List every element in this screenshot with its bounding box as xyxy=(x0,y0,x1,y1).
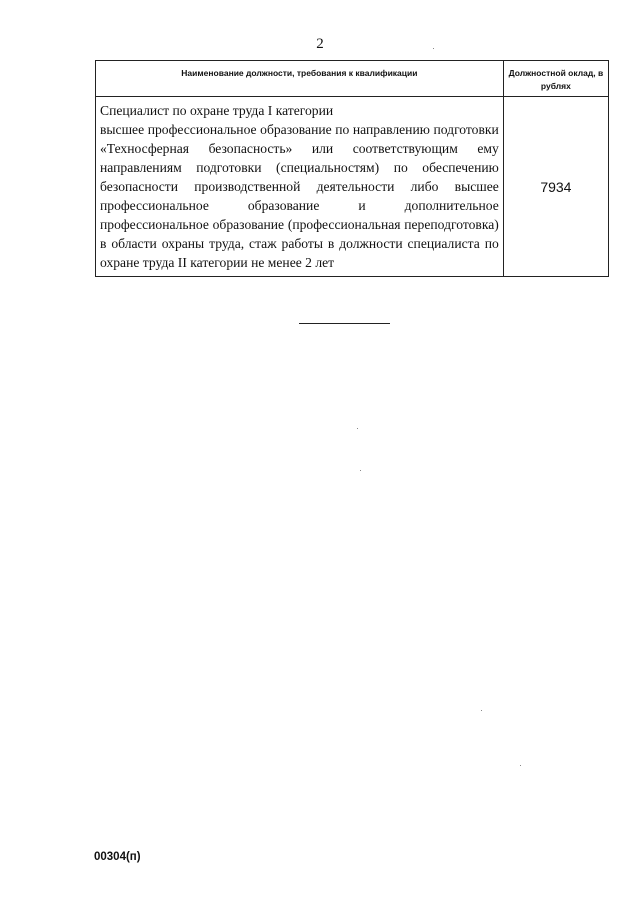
positions-table xyxy=(95,60,609,277)
header-salary: Должностной оклад, в рублях xyxy=(503,61,608,97)
table-header-row xyxy=(96,61,609,97)
document-code: 00304(п) xyxy=(94,851,141,863)
page-number: 2 xyxy=(316,36,324,52)
position-requirements: высшее профессиональное образование по направлению подготовки «Техносферная безопасность» или соответствующим ему направлениям подготовки (специальностям) по обеспечению безопасности производственной деятельности либо высшее профессиональное образование и дополнительное профессиональное образование (профессиональная переподготовка) в области охраны труда, стаж работы в должности специалиста по охране труда II категории не менее 2 лет xyxy=(100,122,499,270)
position-title: Специалист по охране труда I категории xyxy=(100,103,334,118)
table-row xyxy=(96,97,609,277)
scan-speck xyxy=(481,710,482,711)
scan-speck xyxy=(433,48,434,49)
scan-speck xyxy=(357,428,358,429)
header-position: Наименование должности, требования к квалификации xyxy=(96,61,504,97)
position-cell xyxy=(96,97,504,277)
scan-speck xyxy=(520,765,521,766)
scan-speck xyxy=(360,470,361,471)
salary-cell: 7934 xyxy=(503,97,608,277)
end-divider xyxy=(299,323,390,324)
